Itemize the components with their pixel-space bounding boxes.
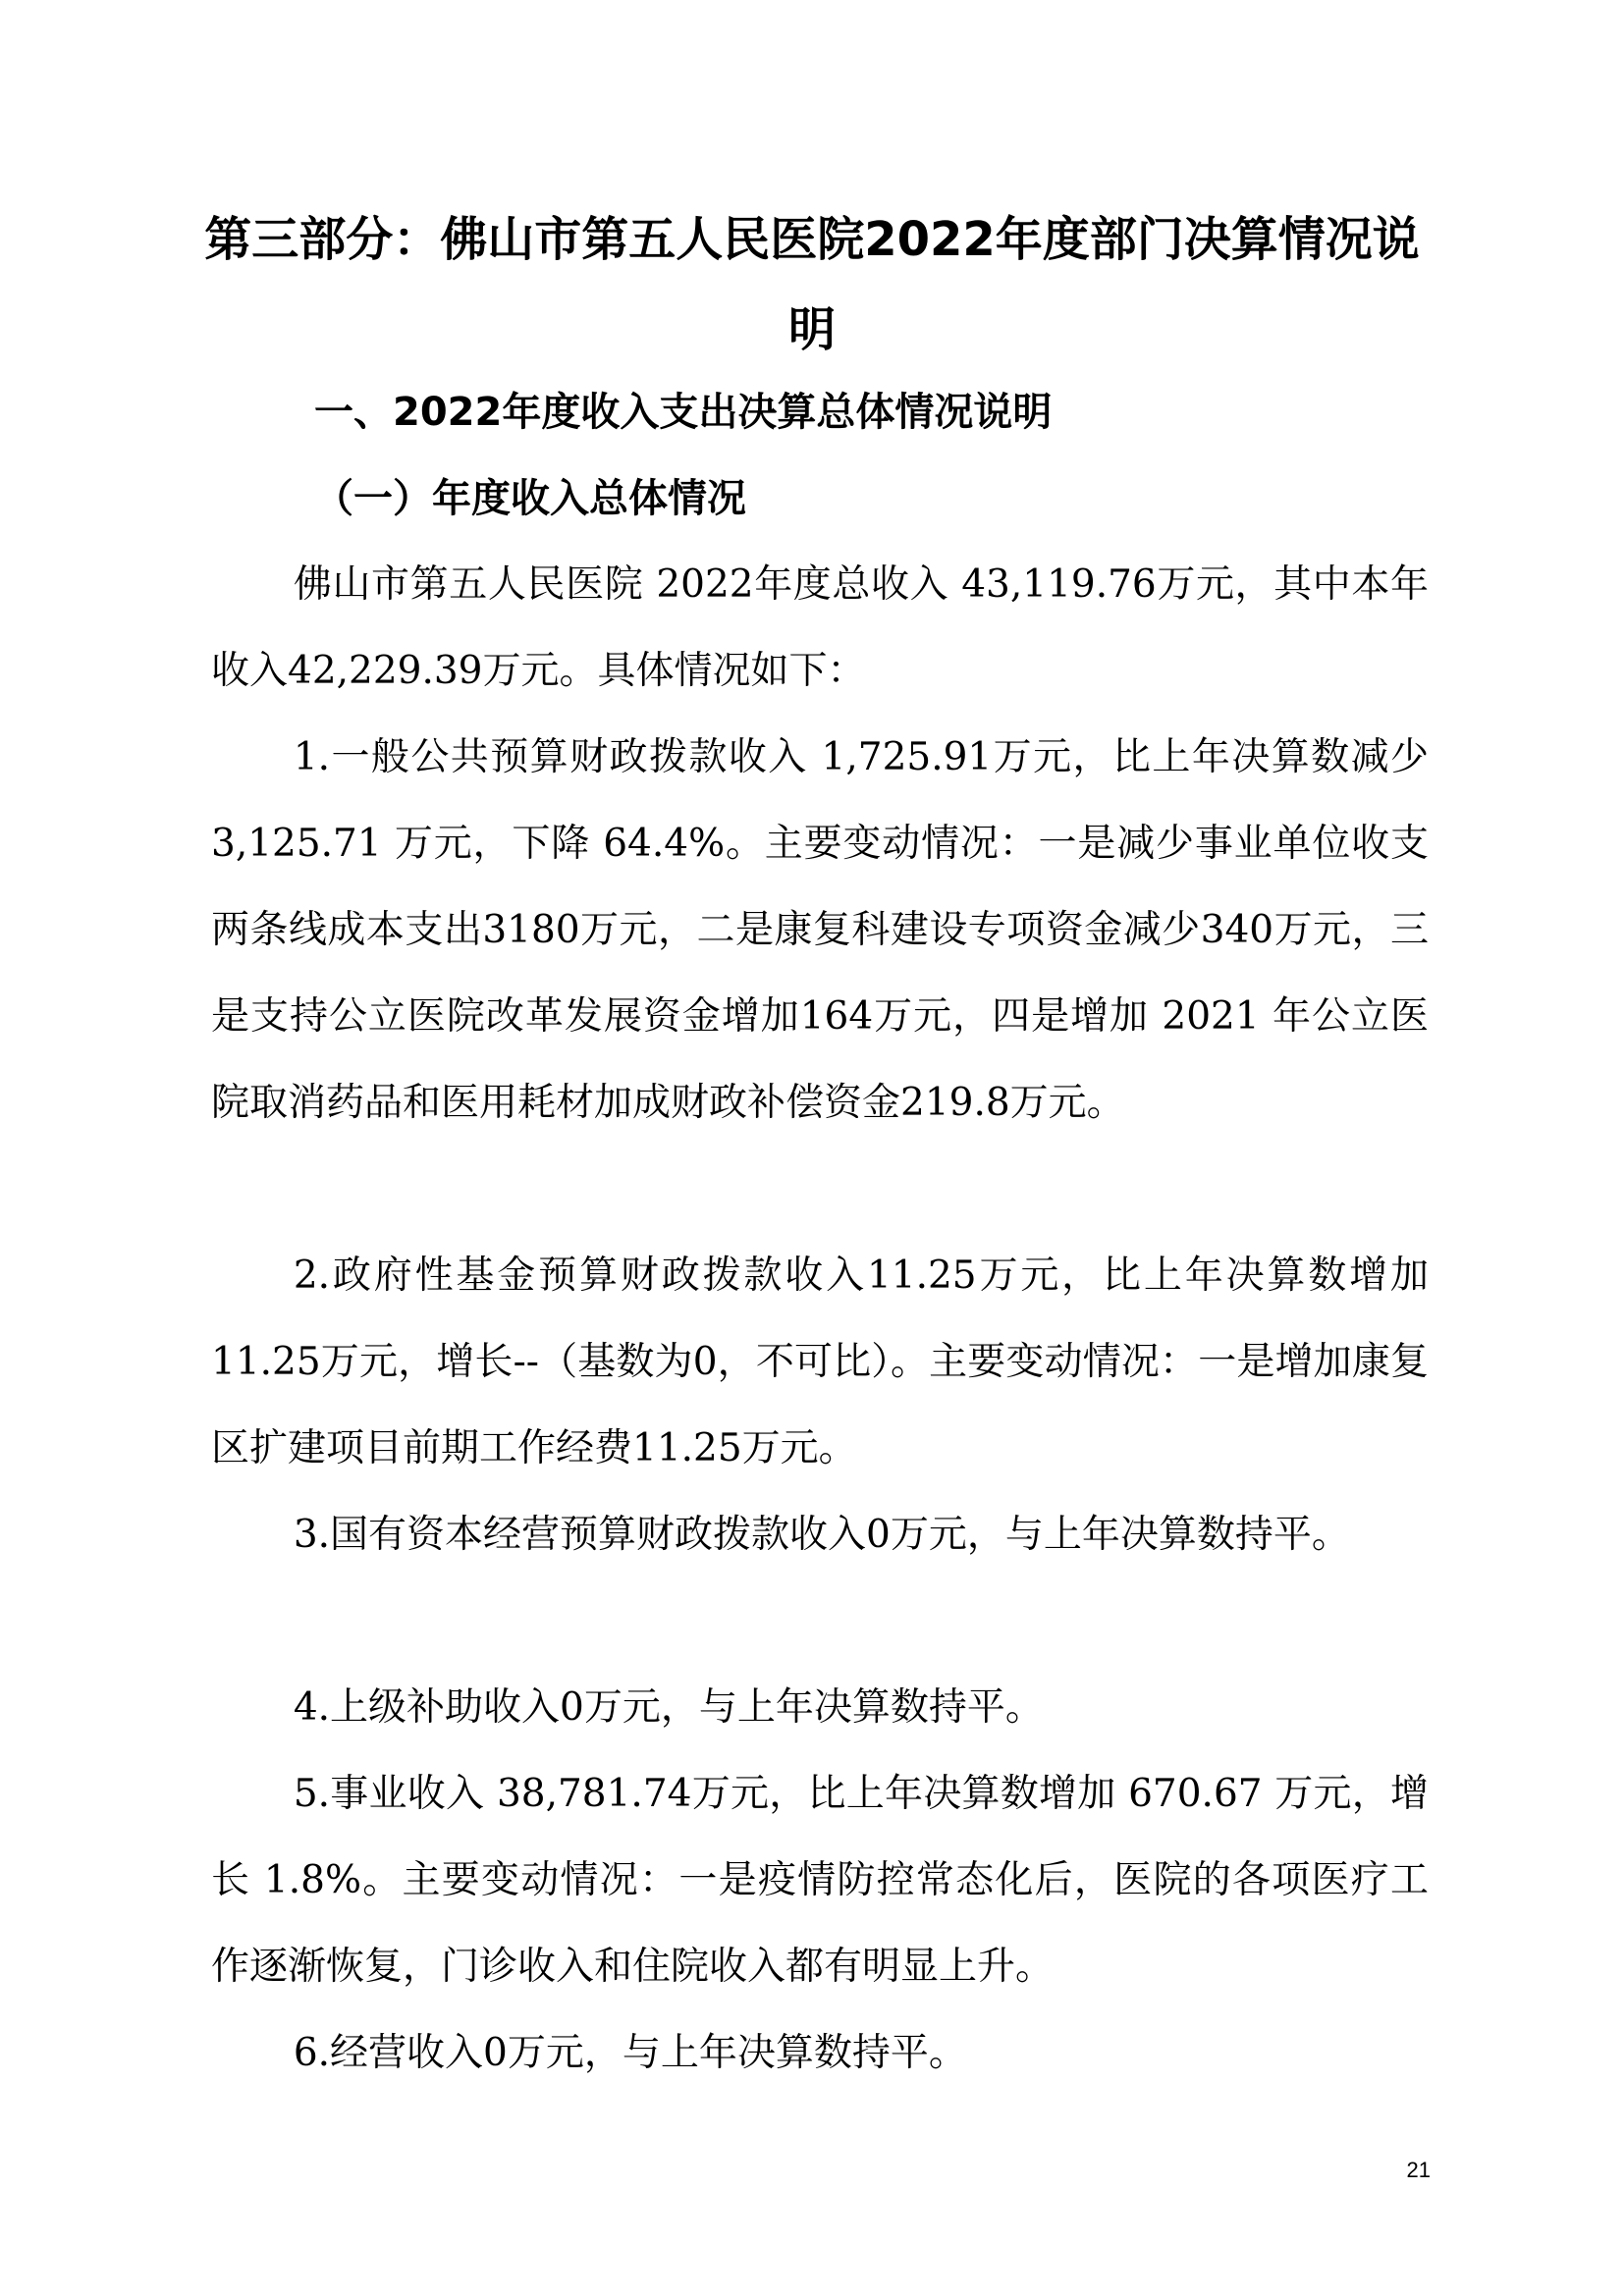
paragraph-item-1: 1.一般公共预算财政拨款收入 1,725.91万元，比上年决算数减少 3,125.71 万元，下降 64.4%。主要变动情况：一是减少事业单位收支两条线成本支出3180万元，二是康复科建设专项资金减少340万元，三是支持公立医院改革发展资金增加164万元，四是增加 2021 年公立医院取消药品和医用耗材加成财政补偿资金219.8万元。 xyxy=(211,735,1429,1125)
page-number: 21 xyxy=(1406,2158,1431,2182)
paragraph-item-6: 6.经营收入0万元，与上年决算数持平。 xyxy=(293,2031,967,2075)
paragraph-item-2: 2.政府性基金预算财政拨款收入11.25万元，比上年决算数增加11.25万元，增长--（基数为0，不可比）。主要变动情况：一是增加康复区扩建项目前期工作经费11.25万元。 xyxy=(211,1254,1429,1470)
paragraph-item-5: 5.事业收入 38,781.74万元，比上年决算数增加 670.67 万元，增长 1.8%。主要变动情况：一是疫情防控常态化后，医院的各项医疗工作逐渐恢复，门诊收入和住院收入都有明显上升。 xyxy=(211,1772,1429,1989)
subsection-heading: （一）年度收入总体情况 xyxy=(314,476,746,521)
paragraph-item-4: 4.上级补助收入0万元，与上年决算数持平。 xyxy=(293,1685,1044,1730)
paragraph-item-3: 3.国有资本经营预算财政拨款收入0万元，与上年决算数持平。 xyxy=(293,1513,1350,1557)
section-heading: 一、2022年度收入支出决算总体情况说明 xyxy=(314,390,1053,435)
document-title: 第三部分：佛山市第五人民医院2022年度部门决算情况说明 xyxy=(204,212,1420,357)
paragraph-intro: 佛山市第五人民医院 2022年度总收入 43,119.76万元，其中本年收入42,229.39万元。具体情况如下： xyxy=(211,562,1429,693)
